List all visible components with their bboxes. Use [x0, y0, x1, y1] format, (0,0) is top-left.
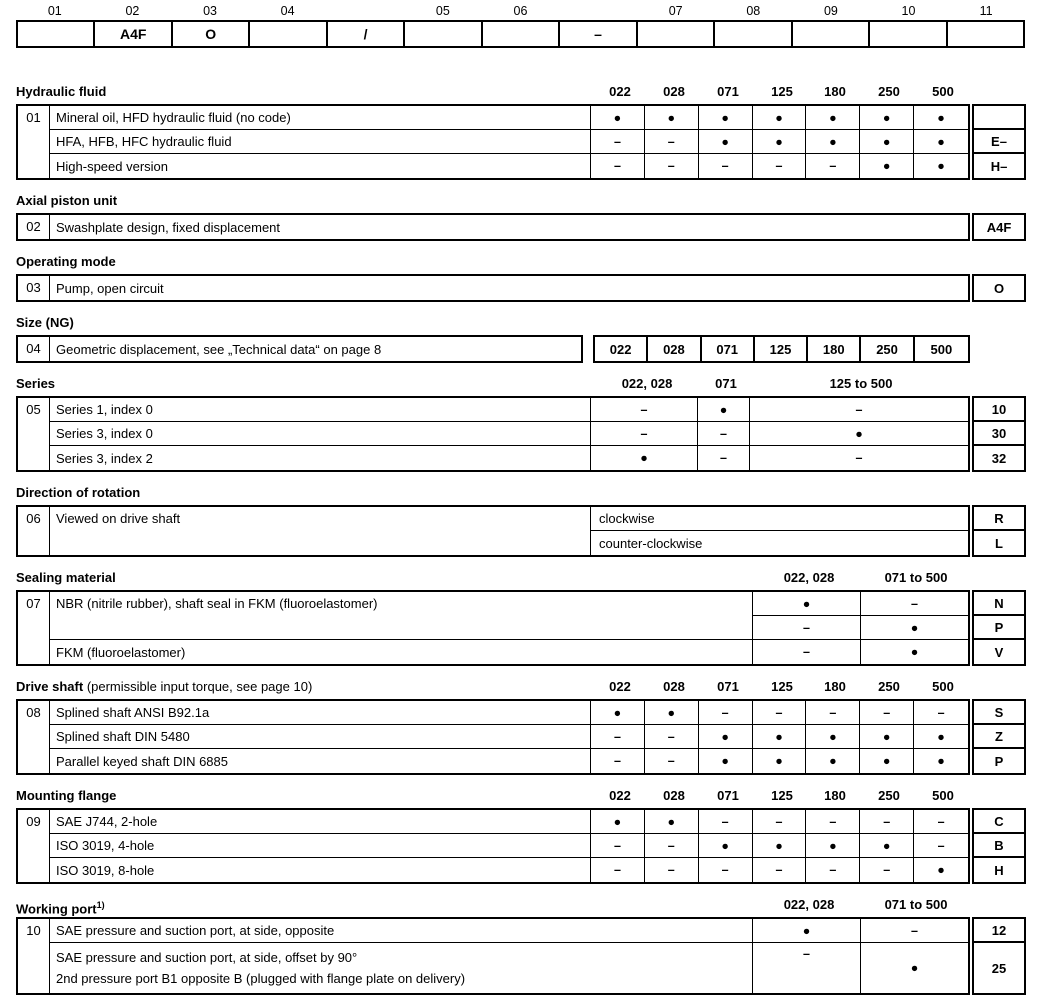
availability-cell: ● [937, 863, 945, 877]
code-cell [948, 22, 1023, 46]
table-body [16, 396, 970, 472]
availability-cell: ● [860, 834, 914, 858]
size-group-header: 022, 028 [783, 570, 835, 585]
availability-cell: ● [753, 725, 807, 749]
description-line-2: 2nd pressure port B1 opposite B (plugged with flange plate on delivery) [56, 971, 466, 986]
position-label: 02 [125, 4, 140, 18]
availability-cell: ● [806, 725, 860, 749]
availability-cell: – [699, 154, 753, 178]
availability-cell: – [860, 810, 914, 834]
availability-cell: ● [699, 106, 753, 130]
row-number: 05 [18, 398, 50, 470]
availability-cell: – [806, 154, 860, 178]
row-number: 07 [18, 592, 50, 664]
order-code-position-labels [16, 4, 1025, 18]
position-label [559, 4, 637, 18]
size-column-header: 071 [717, 788, 739, 803]
option-code: E– [974, 130, 1024, 154]
availability-cell: – [591, 749, 645, 773]
size-column-header: 250 [878, 84, 900, 99]
row-description: High-speed version [50, 154, 591, 178]
availability-cell: ● [753, 106, 807, 130]
availability-cell: – [750, 398, 968, 422]
availability-cell: – [914, 834, 968, 858]
code-cell: / [328, 22, 405, 46]
row-description: NBR (nitrile rubber), shaft seal in FKM (fluoroelastomer) [50, 592, 753, 640]
row-description: Series 1, index 0 [50, 398, 591, 422]
size-column-header: 022 [609, 84, 631, 99]
table-body [16, 699, 970, 775]
section-header-working-port [16, 897, 1026, 917]
code-cell: O [173, 22, 250, 46]
row-number: 01 [18, 106, 50, 178]
position-label: 08 [746, 4, 761, 18]
code-column [972, 274, 1026, 302]
size-column-header: 022 [609, 788, 631, 803]
size-column-header: 071 [717, 679, 739, 694]
availability-cell: – [591, 422, 698, 446]
availability-cell: ● [699, 834, 753, 858]
size-column-header: 180 [824, 84, 846, 99]
size-column-header: 500 [932, 788, 954, 803]
code-cell: A4F [95, 22, 172, 46]
row-number: 10 [18, 919, 50, 993]
row-description: Swashplate design, fixed displacement [56, 219, 281, 235]
availability-cell: – [591, 130, 645, 154]
position-label: 11 [979, 4, 993, 18]
row-number: 08 [18, 701, 50, 773]
availability-cell: – [645, 858, 699, 882]
option-code: V [994, 644, 1004, 660]
section-header-drive-shaft [16, 679, 1026, 695]
section-header-direction-of-rotation [16, 485, 1026, 501]
option-code: Z [974, 725, 1024, 749]
size-column-header: 180 [824, 679, 846, 694]
size-code: 180 [808, 337, 861, 361]
size-column-header: 028 [663, 788, 685, 803]
row-description: SAE pressure and suction port, at side, opposite [50, 919, 753, 943]
position-label: 04 [280, 4, 295, 18]
availability-cell: ● [645, 701, 699, 725]
availability-cell: ● [591, 810, 645, 834]
size-group-header: 071 [715, 376, 737, 391]
availability-cell: – [753, 640, 861, 664]
row-description: SAE J744, 2-hole [50, 810, 591, 834]
option-code: O [993, 280, 1005, 296]
section-title: Sealing material [16, 570, 116, 585]
section-header-sealing-material [16, 570, 1026, 586]
code-column [972, 808, 1026, 884]
availability-cell: – [645, 834, 699, 858]
availability-cell: ● [753, 592, 861, 616]
row-number: 02 [18, 215, 50, 239]
availability-cell: – [591, 858, 645, 882]
size-code: 022 [595, 337, 648, 361]
option-code [974, 106, 1024, 130]
size-column-header: 028 [663, 84, 685, 99]
availability-cell: – [699, 810, 753, 834]
availability-cell: – [698, 422, 750, 446]
availability-cell: – [806, 810, 860, 834]
size-column-header: 250 [878, 788, 900, 803]
option-code: 30 [974, 422, 1024, 446]
option-code: B [974, 834, 1024, 858]
size-code-cells [593, 335, 970, 363]
code-cell [250, 22, 327, 46]
size-group-header: 071 to 500 [884, 570, 948, 585]
row-number: 06 [18, 507, 50, 555]
code-column [972, 590, 1026, 666]
row-description: FKM (fluoroelastomer) [50, 640, 753, 664]
row-description: Splined shaft ANSI B92.1a [50, 701, 591, 725]
option-code: H– [990, 158, 1008, 174]
direction-of-rotation-table [16, 505, 1040, 557]
section-header-series [16, 376, 1026, 392]
section-header-size-ng [16, 315, 1026, 331]
availability-cell: ● [591, 106, 645, 130]
availability-cell: – [861, 592, 968, 616]
option-code: 32 [991, 450, 1007, 466]
row-description: Mineral oil, HFD hydraulic fluid (no code) [50, 106, 591, 130]
option-code: P [994, 753, 1004, 769]
availability-cell: – [806, 858, 860, 882]
availability-cell: ● [860, 725, 914, 749]
section-title: Operating mode [16, 254, 116, 269]
row-description: HFA, HFB, HFC hydraulic fluid [50, 130, 591, 154]
availability-cell: ● [914, 725, 968, 749]
section-title: Axial piston unit [16, 193, 118, 208]
code-cell [483, 22, 560, 46]
size-column-header: 028 [663, 679, 685, 694]
availability-cell: – [753, 810, 807, 834]
size-column-header: 180 [824, 788, 846, 803]
position-label: 09 [823, 4, 838, 18]
table-body [16, 505, 970, 557]
section-header-axial-piston-unit [16, 193, 1026, 209]
availability-cell: ● [914, 130, 968, 154]
working-port-table [16, 917, 1040, 995]
table-body [16, 274, 970, 302]
row-description: Parallel keyed shaft DIN 6885 [50, 749, 591, 773]
code-column [972, 213, 1026, 241]
availability-cell: – [855, 451, 863, 465]
availability-cell: ● [806, 749, 860, 773]
availability-cell: ● [937, 754, 945, 768]
table-body [16, 590, 970, 666]
section-title: Drive shaft [16, 679, 84, 694]
availability-cell: ● [914, 106, 968, 130]
section-title: Hydraulic fluid [16, 84, 107, 99]
size-group-header: 071 to 500 [884, 897, 948, 912]
availability-cell: – [591, 725, 645, 749]
size-column-header: 500 [932, 679, 954, 694]
row-description: Splined shaft DIN 5480 [50, 725, 591, 749]
availability-cell: ● [753, 749, 807, 773]
option-code: A4F [986, 219, 1012, 235]
availability-cell: – [698, 446, 750, 470]
code-column [972, 505, 1026, 557]
availability-cell: ● [753, 130, 807, 154]
section-title: Working port [16, 901, 97, 917]
option-code: 12 [974, 919, 1024, 943]
availability-cell: ● [860, 130, 914, 154]
availability-cell: – [645, 725, 699, 749]
availability-cell: ● [860, 154, 914, 178]
availability-cell: – [914, 701, 968, 725]
series-table [16, 396, 1040, 472]
availability-cell: ● [910, 961, 919, 975]
hydraulic-fluid-table [16, 104, 1040, 180]
section-title: Mounting flange [16, 788, 117, 803]
availability-cell: ● [591, 701, 645, 725]
size-column-header: 125 [771, 788, 793, 803]
table-body [16, 335, 583, 363]
row-description [50, 943, 753, 993]
availability-cell: ● [645, 810, 699, 834]
position-label [326, 4, 404, 18]
option-code: P [974, 616, 1024, 640]
availability-cell: – [699, 858, 753, 882]
availability-cell: – [591, 398, 698, 422]
order-code-strip [16, 4, 1025, 48]
code-cell [793, 22, 870, 46]
code-cell [638, 22, 715, 46]
position-label: 07 [668, 4, 683, 18]
availability-cell: ● [806, 834, 860, 858]
size-column-header: 500 [932, 84, 954, 99]
section-header-hydraulic-fluid [16, 84, 1026, 100]
code-cell [715, 22, 792, 46]
section-header-operating-mode [16, 254, 1026, 270]
position-label: 10 [901, 4, 916, 18]
option-code: 10 [974, 398, 1024, 422]
code-column [972, 396, 1026, 472]
availability-cell: – [753, 943, 861, 993]
availability-cell: – [699, 701, 753, 725]
availability-cell: – [591, 154, 645, 178]
table-body [16, 104, 970, 180]
option-code: S [974, 701, 1024, 725]
row-number: 09 [18, 810, 50, 882]
size-code: 125 [755, 337, 808, 361]
size-column-header: 022 [609, 679, 631, 694]
order-code-cells [16, 20, 1025, 48]
footnote-marker: 1) [96, 900, 105, 910]
availability-cell: – [753, 616, 861, 640]
drive-shaft-table [16, 699, 1040, 775]
table-body [16, 213, 970, 241]
availability-cell: – [861, 919, 968, 943]
section-title: Direction of rotation [16, 485, 141, 500]
section-title: Size (NG) [16, 315, 74, 330]
code-column [972, 699, 1026, 775]
code-cell: – [560, 22, 637, 46]
size-code: 250 [861, 337, 914, 361]
option-code: L [995, 535, 1003, 551]
availability-cell: ● [861, 616, 968, 640]
row-description: Geometric displacement, see „Technical data“ on page 8 [56, 341, 382, 357]
availability-cell: ● [806, 130, 860, 154]
code-cell [870, 22, 947, 46]
row-number: 04 [18, 337, 50, 361]
row-description: Series 3, index 0 [50, 422, 591, 446]
size-ng-table [16, 335, 1040, 363]
position-label: 06 [513, 4, 528, 18]
size-code: 028 [648, 337, 701, 361]
row-description: Series 3, index 2 [50, 446, 591, 470]
sealing-material-table [16, 590, 1040, 666]
availability-cell: – [753, 858, 807, 882]
section-title: Series [16, 376, 56, 391]
option-code: 25 [991, 960, 1007, 976]
availability-cell: ● [860, 749, 914, 773]
code-cell [405, 22, 482, 46]
availability-cell: ● [699, 130, 753, 154]
size-group-header: 022, 028 [621, 376, 673, 391]
size-column-header: 071 [717, 84, 739, 99]
row-description: ISO 3019, 8-hole [50, 858, 591, 882]
availability-cell: – [860, 701, 914, 725]
availability-cell: ● [698, 398, 750, 422]
availability-cell: ● [750, 422, 968, 446]
availability-cell: ● [591, 446, 698, 470]
section-title-suffix: (permissible input torque, see page 10) [83, 679, 313, 694]
table-body [16, 917, 970, 995]
availability-cell: ● [806, 106, 860, 130]
availability-cell: ● [645, 106, 699, 130]
row-description: Pump, open circuit [56, 280, 164, 296]
row-description: ISO 3019, 4-hole [50, 834, 591, 858]
row-description: Viewed on drive shaft [50, 507, 591, 555]
row-number: 03 [18, 276, 50, 300]
availability-cell: ● [699, 725, 753, 749]
rotation-option: counter-clockwise [599, 535, 703, 551]
size-group-header: 022, 028 [783, 897, 835, 912]
availability-cell: ● [753, 834, 807, 858]
availability-cell: – [645, 130, 699, 154]
availability-cell: ● [937, 159, 945, 173]
mounting-flange-table [16, 808, 1040, 884]
option-code: R [974, 507, 1024, 531]
size-group-header: 125 to 500 [829, 376, 893, 391]
option-code: H [994, 862, 1004, 878]
option-code: N [974, 592, 1024, 616]
availability-cell: ● [910, 645, 919, 659]
availability-cell: ● [753, 919, 861, 943]
section-header-mounting-flange [16, 788, 1026, 804]
size-code: 071 [702, 337, 755, 361]
availability-cell: ● [860, 106, 914, 130]
availability-cell: ● [699, 749, 753, 773]
option-code: C [974, 810, 1024, 834]
availability-cell: – [914, 810, 968, 834]
position-label: 03 [203, 4, 217, 18]
description-line-1: SAE pressure and suction port, at side, offset by 90° [56, 950, 358, 965]
availability-cell: – [860, 858, 914, 882]
size-code: 500 [930, 341, 953, 357]
availability-cell: – [645, 749, 699, 773]
operating-mode-table [16, 274, 1040, 302]
availability-cell: – [753, 154, 807, 178]
availability-cell: – [753, 701, 807, 725]
position-label: 01 [47, 4, 62, 18]
position-label: 05 [435, 4, 450, 18]
rotation-option: clockwise [591, 507, 968, 531]
availability-cell: – [591, 834, 645, 858]
size-column-header: 125 [771, 679, 793, 694]
size-column-header: 125 [771, 84, 793, 99]
code-column [972, 104, 1026, 180]
availability-cell: – [645, 154, 699, 178]
code-cell [18, 22, 95, 46]
code-column [972, 917, 1026, 995]
table-body [16, 808, 970, 884]
availability-cell: – [806, 701, 860, 725]
axial-piston-unit-table [16, 213, 1040, 241]
size-column-header: 250 [878, 679, 900, 694]
